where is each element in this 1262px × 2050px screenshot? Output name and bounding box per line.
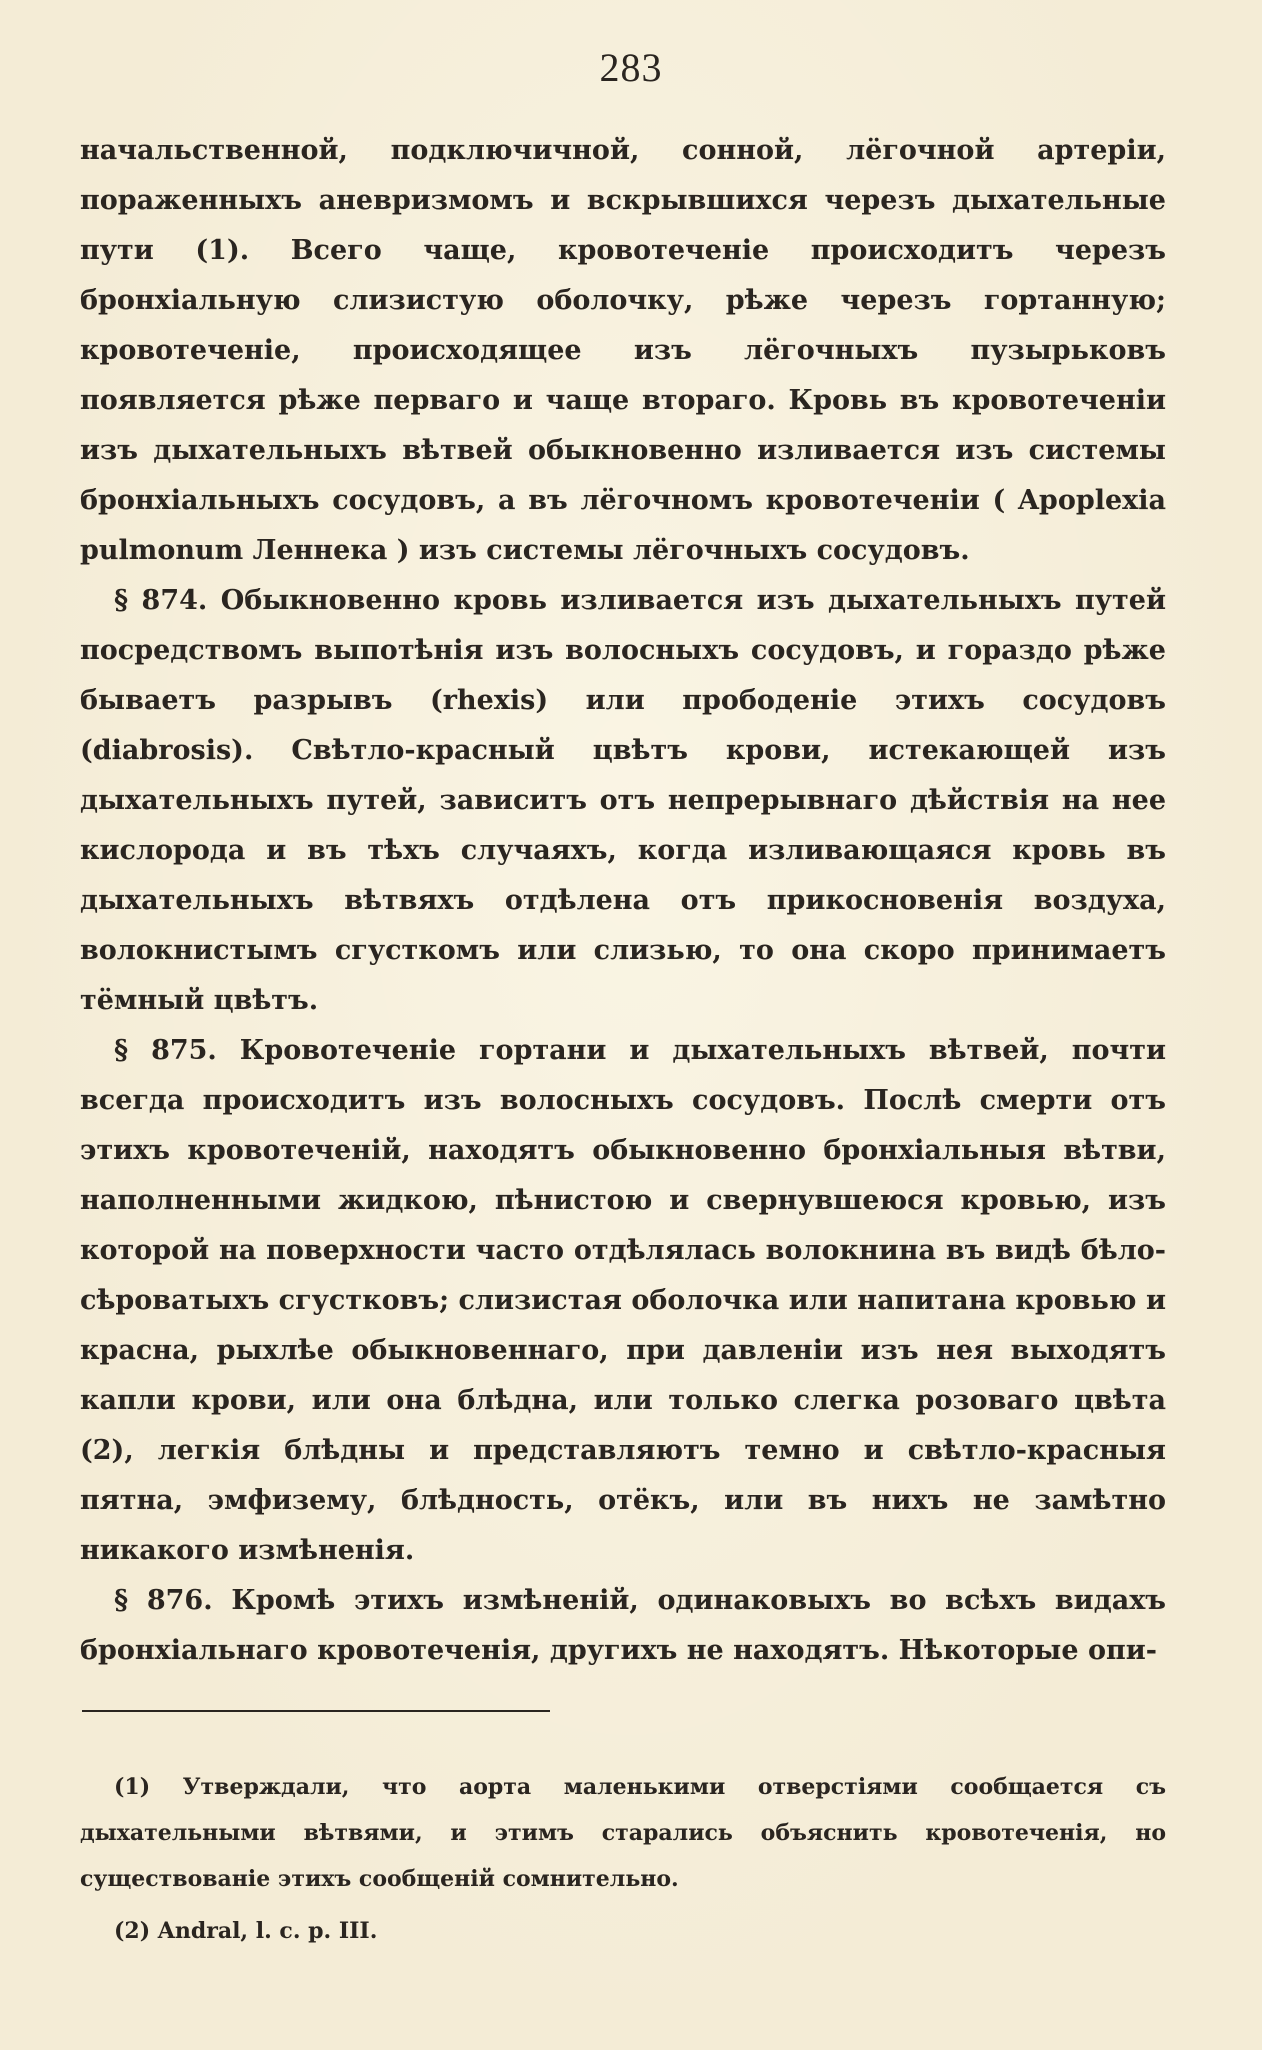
paragraph-continuation: начальственной, подключичной, сонной, лёгочной артеріи, пораженныхъ аневризмомъ и вскрывшихся черезъ дыхательные пути (1). Всего чаще, кровотеченіе происходитъ черезъ бронхіальную слизистую оболочку, рѣже черезъ гортанную; кровотеченіе, происходящее изъ лёгочныхъ пузырьковъ появляется рѣже перваго и чаще втораго. Кровь въ кровотеченіи изъ дыхательныхъ вѣтвей обыкновенно изливается изъ системы бронхіальныхъ сосудовъ, а въ лёгочномъ кровотеченіи ( Apoplexia pulmonum Леннека ) изъ системы лёгочныхъ сосудовъ.	[80, 135, 1166, 566]
footnote-2: (2) Andral, l. c. p. III.	[114, 1918, 378, 1944]
paragraph-section-874: § 874. Обыкновенно кровь изливается изъ дыхательныхъ путей посредствомъ выпотѣнія изъ волосныхъ сосудовъ, и гораздо рѣже бываетъ разрывъ (rhexis) или прободеніе этихъ сосудовъ (diabrosis). Свѣтло-красный цвѣтъ крови, истекающей изъ дыхательныхъ путей, зависитъ отъ непрерывнаго дѣйствія на нее кислорода и въ тѣхъ случаяхъ, когда изливающаяся кровь въ дыхательныхъ вѣтвяхъ отдѣлена отъ прикосновенія воздуха, волокнистымъ сгусткомъ или слизью, то она скоро принимаетъ тёмный цвѣтъ.	[80, 585, 1166, 1016]
footnote-divider	[82, 1710, 550, 1712]
footnote-1: (1) Утверждали, что аорта маленькими отверстіями сообщается съ дыхательными вѣтвями, и этимъ старались объяснить кровотеченія, но существованіе этихъ сообщеній сомнительно.	[80, 1774, 1166, 1892]
paragraph-section-876: § 876. Кромѣ этихъ измѣненій, одинаковыхъ во всѣхъ видахъ бронхіальнаго кровотеченія, другихъ не находятъ. Нѣкоторые опи-	[80, 1585, 1166, 1666]
footnotes	[80, 1764, 1166, 1954]
paragraph-section-875: § 875. Кровотеченіе гортани и дыхательныхъ вѣтвей, почти всегда происходитъ изъ волосныхъ сосудовъ. Послѣ смерти отъ этихъ кровотеченій, находятъ обыкновенно бронхіальныя вѣтви, наполненными жидкою, пѣнистою и свернувшеюся кровью, изъ которой на поверхности часто отдѣлялась волокнина въ видѣ бѣло-сѣроватыхъ сгустковъ; слизистая оболочка или напитана кровью и красна, рыхлѣе обыкновеннаго, при давленіи изъ нея выходятъ капли крови, или она блѣдна, или только слегка розоваго цвѣта (2), легкія блѣдны и представляютъ темно и свѣтло-красныя пятна, эмфизему, блѣдность, отёкъ, или въ нихъ не замѣтно никакого измѣненія.	[80, 1035, 1166, 1566]
page-number: 283	[599, 45, 663, 90]
body-text	[80, 126, 1166, 1676]
